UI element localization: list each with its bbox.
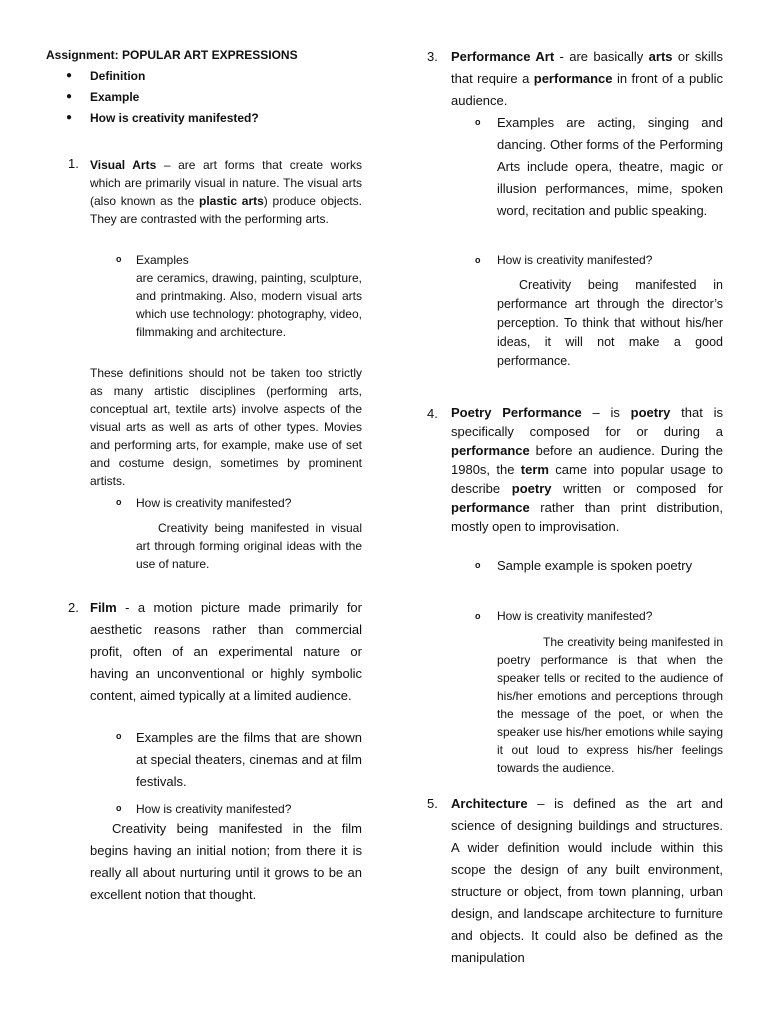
visual-arts-note: These definitions should not be taken too strictly as many artistic disciplines (performing arts, conceptual art, textile arts) involve aspects of the visual arts as well as arts of other types. Movies and performing arts, for example, make use of set and costume design, sometimes by prominent artists.: [90, 366, 362, 488]
poetry-answer: The creativity being manifested in poetry performance is that when the speaker tells or recited to the audience of his/her emotions and perceptions through the message of the poet, or when the speaker use his/her emotions while saying it out loud to express his/her feelings towards the audience.: [497, 635, 723, 775]
poetry-sample: Sample example is spoken poetry: [497, 558, 693, 573]
architecture-definition: Architecture – is defined as the art and science of designing buildings and structures. A wider definition would include within this scope the design of any built environment, structure or object, from town planning, urban design, and landscape architecture to furniture and objects. It could also be defined as the manipulation: [451, 796, 723, 965]
film-examples: Examples are the films that are shown at special theaters, cinemas and at film festivals.: [136, 730, 362, 789]
header-bullet-creativity: How is creativity manifested?: [90, 111, 259, 125]
square-bullet-icon: o: [116, 731, 122, 741]
square-bullet-icon: o: [475, 117, 481, 127]
bullet-icon: ●: [66, 70, 73, 81]
page-title: Assignment: POPULAR ART EXPRESSIONS: [46, 48, 298, 62]
item-number: 3.: [427, 49, 438, 64]
item-number: 5.: [427, 796, 438, 811]
film-answer: Creativity being manifested in the film begins having an initial notion; from there it is really all about nurturing until it grows to be an excellent notion that thought.: [90, 821, 362, 902]
performance-art-examples: Examples are acting, singing and dancing. Other forms of the Performing Arts include opera, theatre, magic or illusion performances, mime, spoken word, recitation and public speaking.: [497, 115, 723, 218]
visual-arts-question: How is creativity manifested?: [136, 496, 292, 510]
square-bullet-icon: o: [116, 254, 122, 264]
visual-arts-answer: Creativity being manifested in visual art through forming original ideas with the use of nature.: [136, 521, 362, 571]
square-bullet-icon: o: [475, 560, 481, 570]
item-number: 2.: [68, 600, 79, 615]
square-bullet-icon: o: [475, 611, 481, 621]
poetry-definition: Poetry Performance – is poetry that is specifically composed for or during a performance before an audience. During the 1980s, the term came into popular usage to describe poetry written or composed for performance rather than print distribution, mostly open to improvisation.: [451, 405, 724, 534]
visual-arts-definition: Visual Arts – are art forms that create works which are primarily visual in nature. The visual arts (also known as the plastic arts) produce objects. They are contrasted with the performing arts.: [90, 158, 362, 226]
visual-arts-examples-label: Examples: [136, 253, 189, 267]
square-bullet-icon: o: [116, 803, 122, 813]
performance-art-question: How is creativity manifested?: [497, 253, 653, 267]
header-bullet-definition: Definition: [90, 69, 146, 83]
item-number: 4.: [427, 406, 438, 421]
performance-art-answer: Creativity being manifested in performance art through the director’s perception. To think that without his/her ideas, it will not make a good performance.: [497, 278, 723, 368]
bullet-icon: ●: [66, 91, 73, 102]
header-bullet-example: Example: [90, 90, 140, 104]
visual-arts-examples: are ceramics, drawing, painting, sculpture, and printmaking. Also, modern visual arts which use technology: photography, video, filmmaking and architecture.: [136, 271, 362, 339]
performance-art-definition: Performance Art - are basically arts or skills that require a performance in front of a public audience.: [451, 49, 723, 108]
square-bullet-icon: o: [475, 255, 481, 265]
film-question: How is creativity manifested?: [136, 802, 292, 816]
film-definition: Film - a motion picture made primarily for aesthetic reasons rather than commercial profit, often of an experimental nature or having an unconventional or highly symbolic content, aimed typically at a limited audience.: [90, 600, 362, 703]
bullet-icon: ●: [66, 112, 73, 123]
square-bullet-icon: o: [116, 497, 122, 507]
poetry-question: How is creativity manifested?: [497, 609, 653, 623]
item-number: 1.: [68, 156, 79, 171]
